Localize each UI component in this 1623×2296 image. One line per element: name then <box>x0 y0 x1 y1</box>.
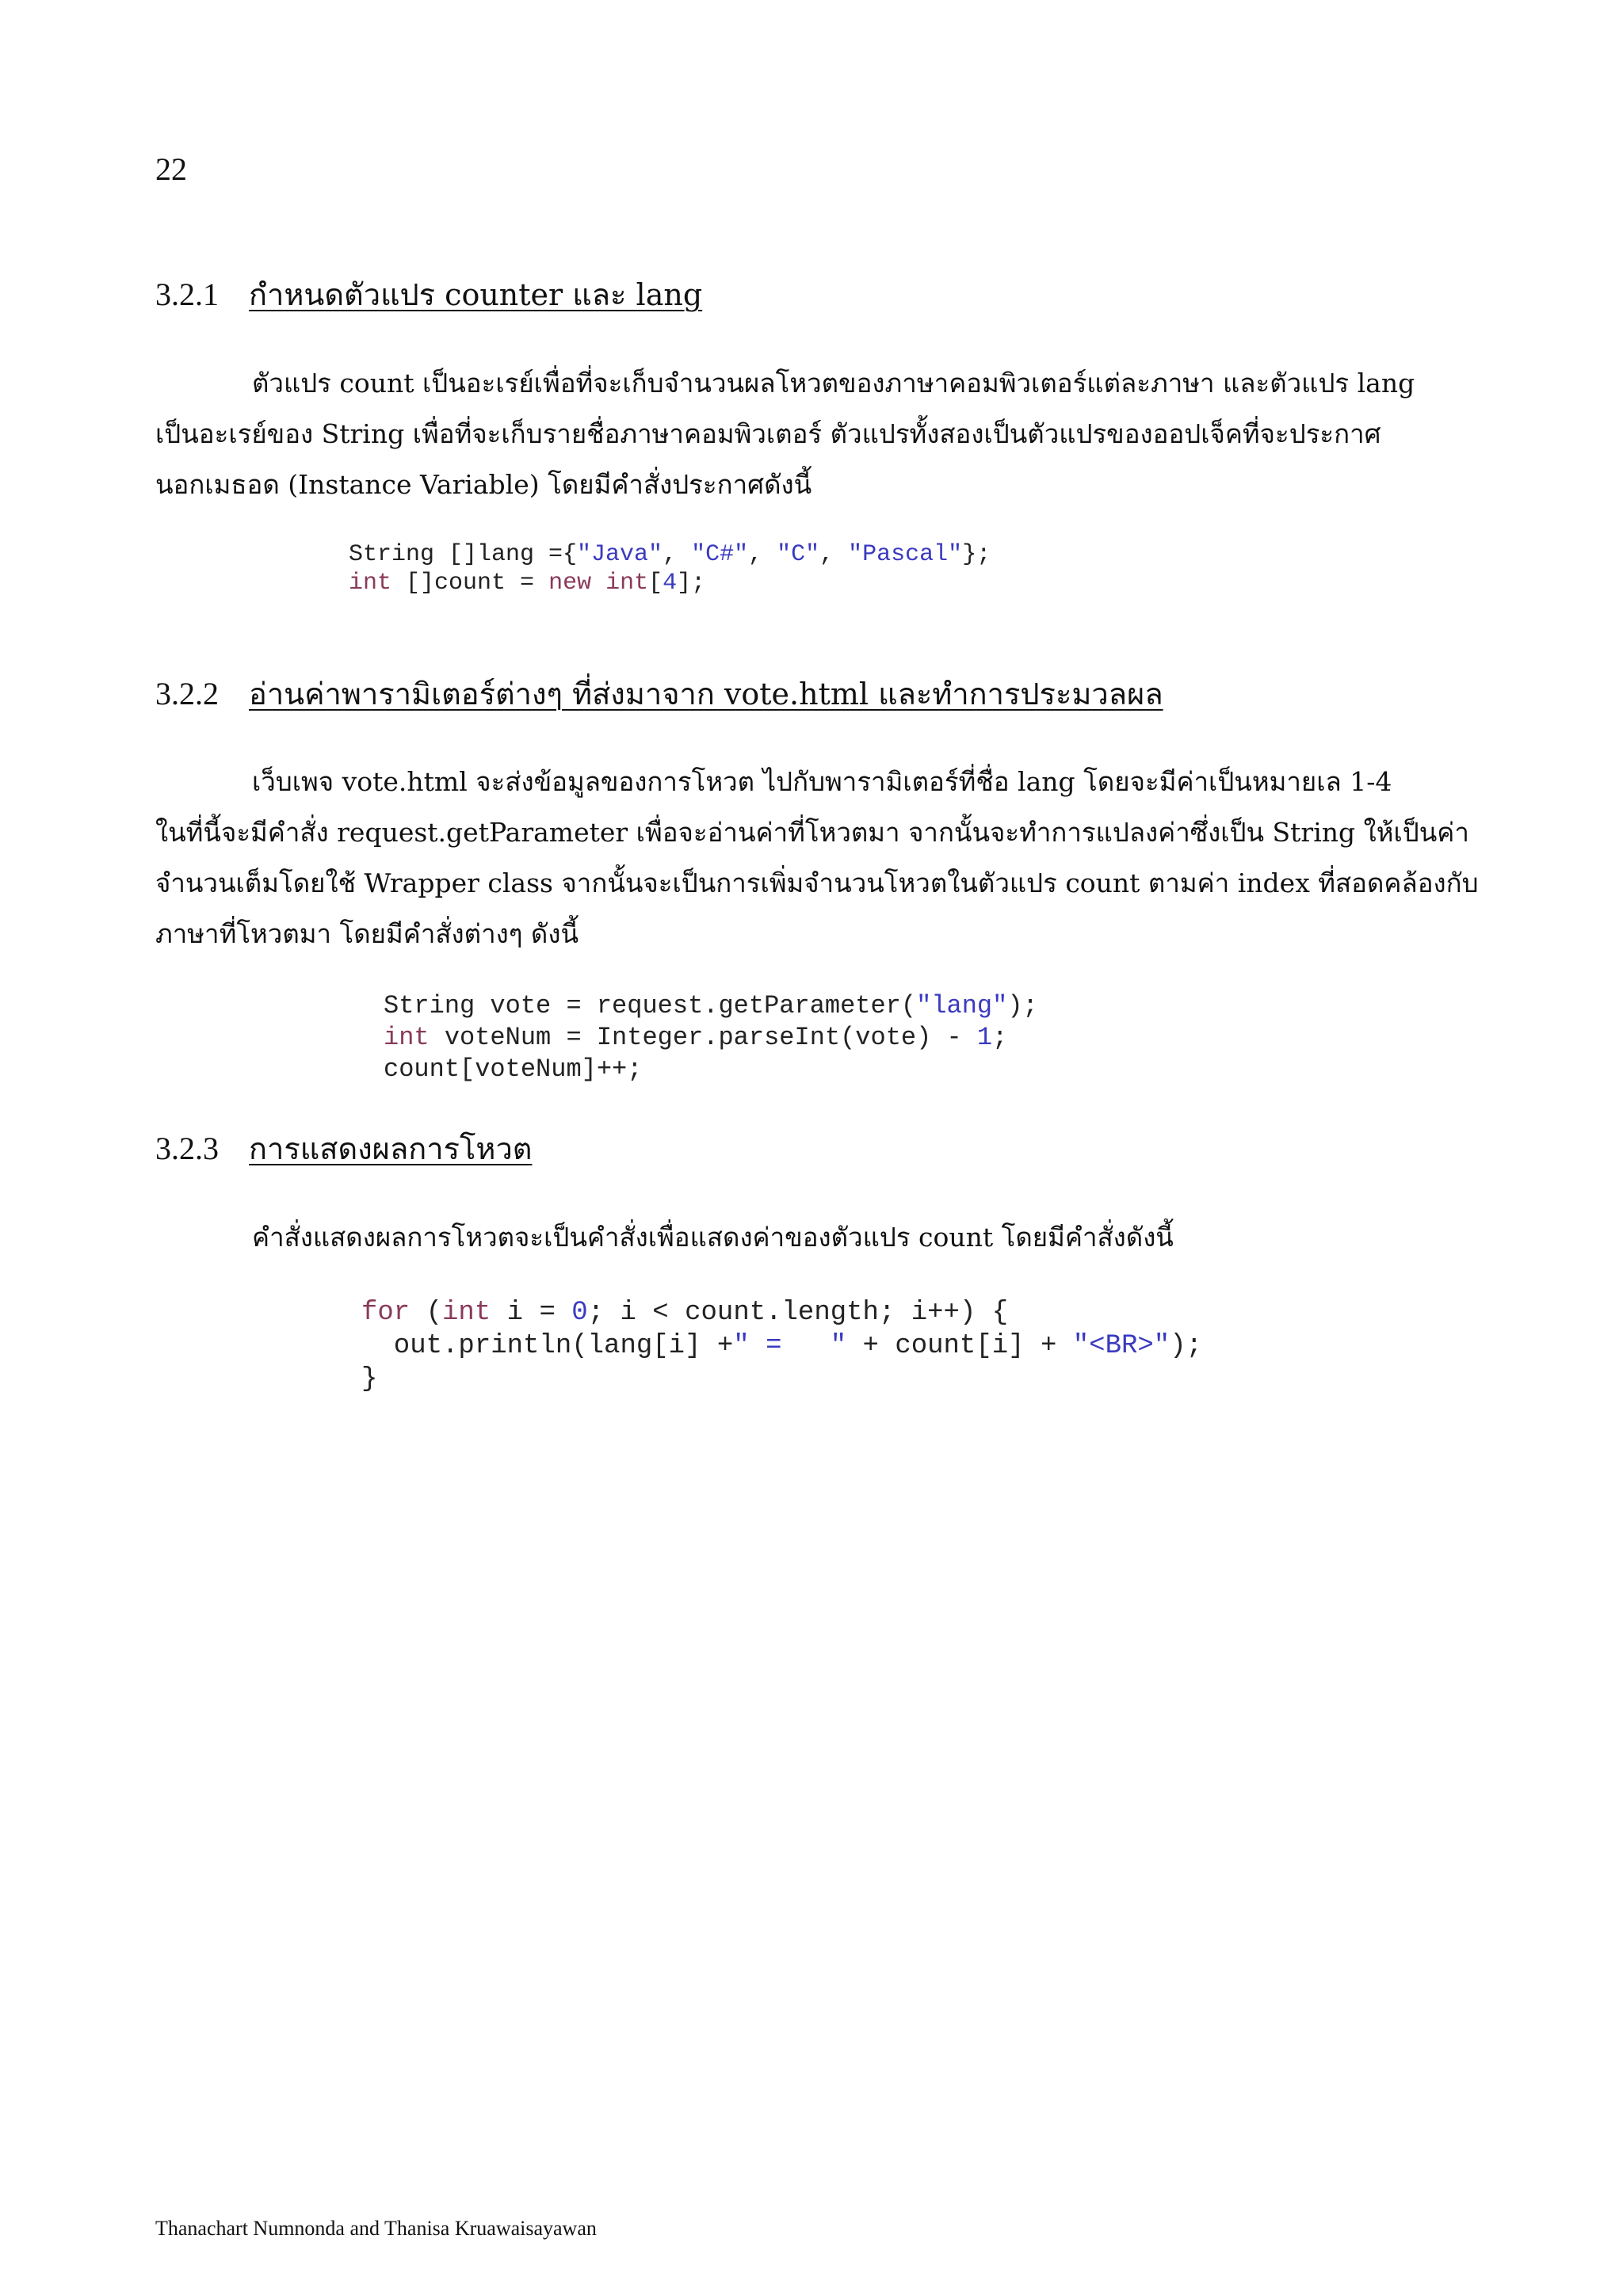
code-token: ( <box>410 1298 443 1328</box>
code-block-3-2-2 <box>384 990 1038 1085</box>
code-token: [ <box>648 570 663 597</box>
code-line <box>349 540 991 569</box>
section-paragraph-3-2-1 <box>155 358 1471 510</box>
code-token: 1 <box>976 1023 993 1052</box>
paragraph-line: เป็นอะเรย์ของ String เพื่อที่จะเก็บรายชื่อภาษาคอมพิวเตอร์ ตัวแปรทั้งสองเป็นตัวแปรของออปเจ็คที่จะประกาศ <box>155 418 1381 449</box>
code-token: "Java" <box>577 541 663 568</box>
code-token: , <box>663 541 692 568</box>
page-footer: Thanachart Numnonda and Thanisa Kruawaisayawan <box>155 2217 597 2240</box>
paragraph-line: ในที่นี้จะมีคำสั่ง request.getParameter เพื่อจะอ่านค่าที่โหวตมา จากนั้นจะทำการแปลงค่าซึ่งเป็น String ให้เป็นค่า <box>155 817 1469 848</box>
section-paragraph-3-2-2 <box>155 757 1479 959</box>
code-token: , <box>819 541 849 568</box>
section-number: 3.2.3 <box>155 1131 219 1166</box>
code-token: new <box>548 570 592 597</box>
code-block-3-2-3 <box>361 1296 1202 1396</box>
code-token: }; <box>962 541 991 568</box>
code-token: i = <box>491 1298 572 1328</box>
code-token: ); <box>1170 1331 1202 1361</box>
code-token: "lang" <box>916 991 1008 1020</box>
code-token: " = " <box>733 1331 847 1361</box>
code-token: []count = <box>391 570 549 597</box>
code-line <box>384 1022 1038 1054</box>
code-token <box>591 570 605 597</box>
code-token: + count[i] + <box>846 1331 1073 1361</box>
code-token: int <box>605 570 649 597</box>
code-line <box>384 990 1038 1022</box>
page-number: 22 <box>155 151 187 187</box>
paragraph-line: จำนวนเต็มโดยใช้ Wrapper class จากนั้นจะเป็นการเพิ่มจำนวนโหวตในตัวแปร count ตามค่า index ที่สอดคล้องกับ <box>155 868 1479 898</box>
code-token: ; <box>992 1023 1008 1052</box>
section-title: การแสดงผลการโหวต <box>249 1131 533 1166</box>
code-line <box>361 1296 1202 1329</box>
code-token: for <box>361 1298 411 1328</box>
section-number: 3.2.1 <box>155 277 219 312</box>
code-token: count[voteNum]++; <box>384 1055 643 1084</box>
code-token: , <box>748 541 777 568</box>
code-token: } <box>361 1364 378 1394</box>
section-heading-3-2-3 <box>155 1130 532 1168</box>
section-heading-3-2-2 <box>155 675 1163 713</box>
code-token: 0 <box>571 1298 588 1328</box>
code-token: ]; <box>677 570 706 597</box>
paragraph-line: ภาษาที่โหวตมา โดยมีคำสั่งต่างๆ ดังนี้ <box>155 918 579 949</box>
code-token: "Pascal" <box>848 541 963 568</box>
code-token: out.println(lang[i] + <box>361 1331 734 1361</box>
paragraph-line: เว็บเพจ vote.html จะส่งข้อมูลของการโหวต ไปกับพารามิเตอร์ที่ชื่อ lang โดยจะมีค่าเป็นหมายเล 1-4 <box>252 766 1392 797</box>
code-token: 4 <box>663 570 678 597</box>
section-heading-3-2-1 <box>155 276 702 314</box>
code-token: String vote = request.getParameter( <box>384 991 917 1020</box>
code-line <box>349 569 991 597</box>
code-token: "C#" <box>691 541 749 568</box>
section-number: 3.2.2 <box>155 676 219 711</box>
code-token: ; i < count.length; i++) { <box>587 1298 1009 1328</box>
code-line <box>361 1363 1202 1396</box>
paragraph-line: นอกเมธอด (Instance Variable) โดยมีคำสั่งประกาศดังนี้ <box>155 469 812 500</box>
code-line <box>361 1329 1202 1363</box>
code-token: "<BR>" <box>1072 1331 1170 1361</box>
section-title: อ่านค่าพารามิเตอร์ต่างๆ ที่ส่งมาจาก vote.html และทำการประมวลผล <box>249 677 1163 711</box>
paragraph-line: คำสั่งแสดงผลการโหวตจะเป็นคำสั่งเพื่อแสดงค่าของตัวแปร count โดยมีคำสั่งดังนี้ <box>252 1222 1174 1253</box>
code-block-3-2-1 <box>349 540 991 597</box>
code-token: int <box>442 1298 491 1328</box>
code-token: int <box>384 1023 430 1052</box>
code-line <box>384 1054 1038 1085</box>
section-title: กำหนดตัวแปร counter และ lang <box>249 277 703 312</box>
code-token: int <box>349 570 392 597</box>
code-token: "C" <box>777 541 820 568</box>
code-token: String []lang ={ <box>349 541 578 568</box>
section-paragraph-3-2-3 <box>155 1212 1471 1263</box>
paragraph-line: ตัวแปร count เป็นอะเรย์เพื่อที่จะเก็บจำนวนผลโหวตของภาษาคอมพิวเตอร์แต่ละภาษา และตัวแปร lang <box>252 368 1415 399</box>
code-token: voteNum = Integer.parseInt(vote) - <box>429 1023 977 1052</box>
code-token: ); <box>1007 991 1038 1020</box>
